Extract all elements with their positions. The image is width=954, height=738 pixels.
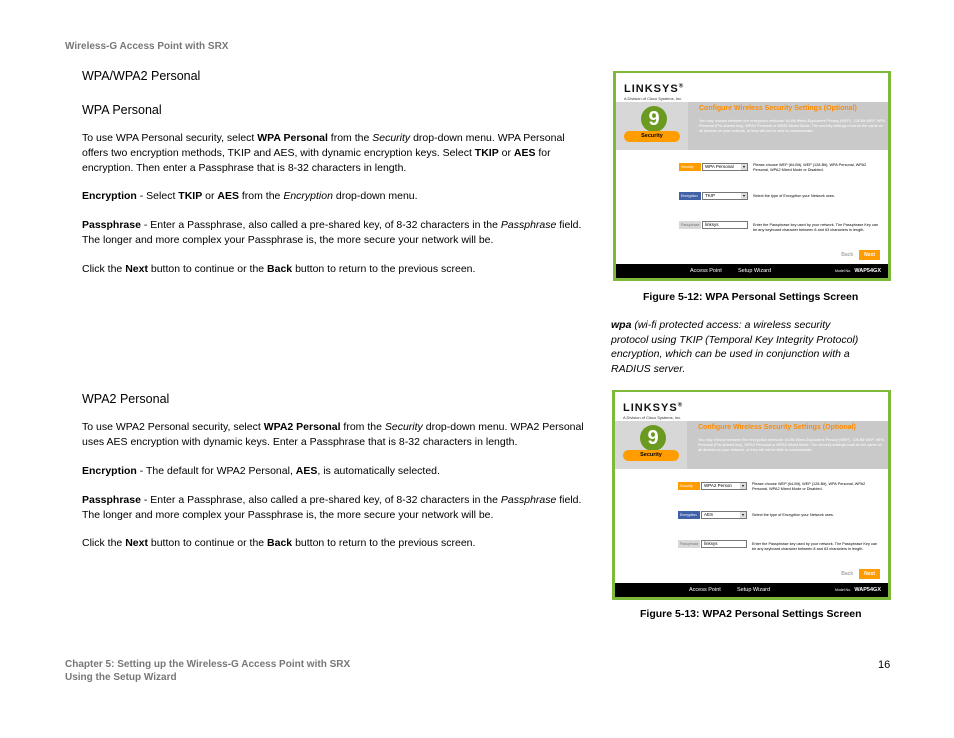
encryption-label: Encryption [678, 511, 700, 519]
tab-setup-wizard[interactable]: Setup Wizard [737, 587, 771, 593]
page-number: 16 [878, 659, 891, 671]
passphrase-help: Enter the Passphrase key used by your network. The Passphrase Key can be any keyboard character between 8 and 63 characters in length. [753, 223, 879, 232]
wpa-passphrase-paragraph: Passphrase - Enter a Passphrase, also called a pre-shared key, of 8-32 characters in the Passphrase field. The longer and more complex your Passphrase is, the more secure your network will be. [82, 219, 582, 246]
wpa-intro-paragraph: To use WPA Personal security, select WPA Personal from the Security drop-down menu. WPA Personal offers two encryption methods, TKIP and AES, with dynamic encryption keys. Select TKIP or AES for encryption. Then enter a Passphrase that is 8-32 characters in length. [82, 132, 565, 174]
model-number: WAP54GX [854, 268, 881, 274]
wpa-navigation-paragraph: Click the Next button to continue or the Back button to return to the previous screen. [82, 263, 476, 275]
model-label: Model No. [835, 269, 851, 273]
security-select[interactable]: WPA Personal ▾ [702, 163, 748, 171]
nav-buttons [841, 571, 880, 577]
section-title-wpa-wpa2: WPA/WPA2 Personal [82, 69, 201, 83]
passphrase-label: Passphrase [681, 223, 700, 227]
passphrase-help: Enter the Passphrase key used by your network. The Passphrase Key can be any keyboard character between 8 and 63 characters in length. [752, 542, 878, 551]
bottom-bar [616, 264, 888, 278]
wpa-glossary-note: wpa (wi-fi protected access: a wireless security protocol using TKIP (Temporal Key Integrity Protocol) encryption, which can be used in conjunction with a RADIUS server. [611, 319, 859, 375]
figure-13-caption: Figure 5-13: WPA2 Personal Settings Screen [640, 608, 862, 620]
step-number-badge: 9 [640, 425, 666, 451]
encryption-label: Encryption [679, 192, 701, 200]
wpa-personal-screenshot [613, 71, 891, 281]
linksys-sublogo: A Division of Cisco Systems, Inc. [623, 415, 682, 420]
chevron-down-icon: ▾ [742, 164, 745, 169]
passphrase-label: Passphrase [680, 542, 699, 546]
screen-description: You may choose between five encryption methods: 64-Bit Wired-Equivalent Privacy (WEP), 128-Bit WEP, WPA Personal (Pre-shared key), WPA2 Personal or WPA2 Mixed Mode. The security settings must be the same on all devices on your network, or they will not be able to communicate. [698, 438, 884, 452]
security-help: Please choose WEP (64-Bit), WEP (128-Bit), WPA Personal, WPA2 Personal, WPA2 Mixed Mode or Disabled. [752, 482, 866, 491]
model-label: Model No. [835, 588, 851, 592]
linksys-logo: LINKSYS® [624, 83, 685, 95]
page-footer [65, 658, 350, 684]
passphrase-input[interactable]: linksys [701, 540, 747, 548]
wpa2-passphrase-paragraph: Passphrase - Enter a Passphrase, also called a pre-shared key, of 8-32 characters in the Passphrase field. The longer and more complex your Passphrase is, the more secure your network will be. [82, 494, 582, 521]
linksys-logo: LINKSYS® [623, 402, 684, 414]
footer-chapter: Chapter 5: Setting up the Wireless-G Access Point with SRX [65, 659, 351, 670]
section-title-wpa2: WPA2 Personal [82, 392, 170, 406]
bottom-bar [615, 583, 888, 597]
security-select[interactable]: WPA2 Person ▾ [701, 482, 747, 490]
wpa-encryption-paragraph: Encryption - Select TKIP or AES from the Encryption drop-down menu. [82, 190, 418, 202]
wpa2-personal-screenshot [612, 390, 891, 600]
security-label: Security [678, 482, 700, 490]
running-header: Wireless-G Access Point with SRX [65, 41, 229, 52]
wpa2-encryption-paragraph: Encryption - The default for WPA2 Personal, AES, is automatically selected. [82, 465, 440, 477]
linksys-sublogo: A Division of Cisco Systems, Inc. [624, 96, 683, 101]
screen-title: Configure Wireless Security Settings (Optional) [698, 424, 856, 431]
next-button[interactable]: Next [859, 569, 880, 579]
encryption-select[interactable]: AES ▾ [701, 511, 747, 519]
passphrase-input[interactable]: linksys [702, 221, 748, 229]
tab-access-point[interactable]: Access Point [689, 587, 721, 593]
back-button[interactable]: Back [841, 571, 854, 577]
tab-access-point[interactable]: Access Point [690, 268, 722, 274]
figure-12-caption: Figure 5-12: WPA Personal Settings Screen [643, 291, 859, 303]
screen-title: Configure Wireless Security Settings (Optional) [699, 105, 857, 112]
step-number-badge: 9 [641, 106, 667, 132]
chevron-down-icon: ▾ [741, 483, 744, 488]
section-title-wpa: WPA Personal [82, 103, 162, 117]
wpa2-navigation-paragraph: Click the Next button to continue or the Back button to return to the previous screen. [82, 537, 476, 549]
nav-buttons [841, 252, 880, 258]
model-number: WAP54GX [854, 587, 881, 593]
encryption-select[interactable]: TKIP ▾ [702, 192, 748, 200]
security-label: Security [679, 163, 701, 171]
chevron-down-icon: ▾ [741, 512, 744, 517]
next-button[interactable]: Next [859, 250, 880, 260]
footer-section: Using the Setup Wizard [65, 672, 177, 683]
back-button[interactable]: Back [841, 252, 854, 258]
encryption-help: Select the type of Encryption your Network uses. [753, 194, 835, 198]
wpa2-intro-paragraph: To use WPA2 Personal security, select WPA2 Personal from the Security drop-down menu. WPA2 Personal uses AES encryption with dynamic keys. Enter a Passphrase that is 8-32 characters in length. [82, 421, 584, 448]
security-step-badge: Security [624, 131, 680, 142]
screen-description: You may choose between five encryption methods: 64-Bit Wired-Equivalent Privacy (WEP), 128-Bit WEP, WPA Personal (Pre-shared key), WPA2 Personal or WPA2 Mixed Mode. The security settings must be the same on all devices on your network, or they will not be able to communicate. [699, 119, 885, 133]
security-help: Please choose WEP (64-Bit), WEP (128-Bit), WPA Personal, WPA2 Personal, WPA2 Mixed Mode or Disabled. [753, 163, 867, 172]
encryption-help: Select the type of Encryption your Network uses. [752, 513, 834, 517]
security-step-badge: Security [623, 450, 679, 461]
tab-setup-wizard[interactable]: Setup Wizard [738, 268, 772, 274]
chevron-down-icon: ▾ [742, 193, 745, 198]
